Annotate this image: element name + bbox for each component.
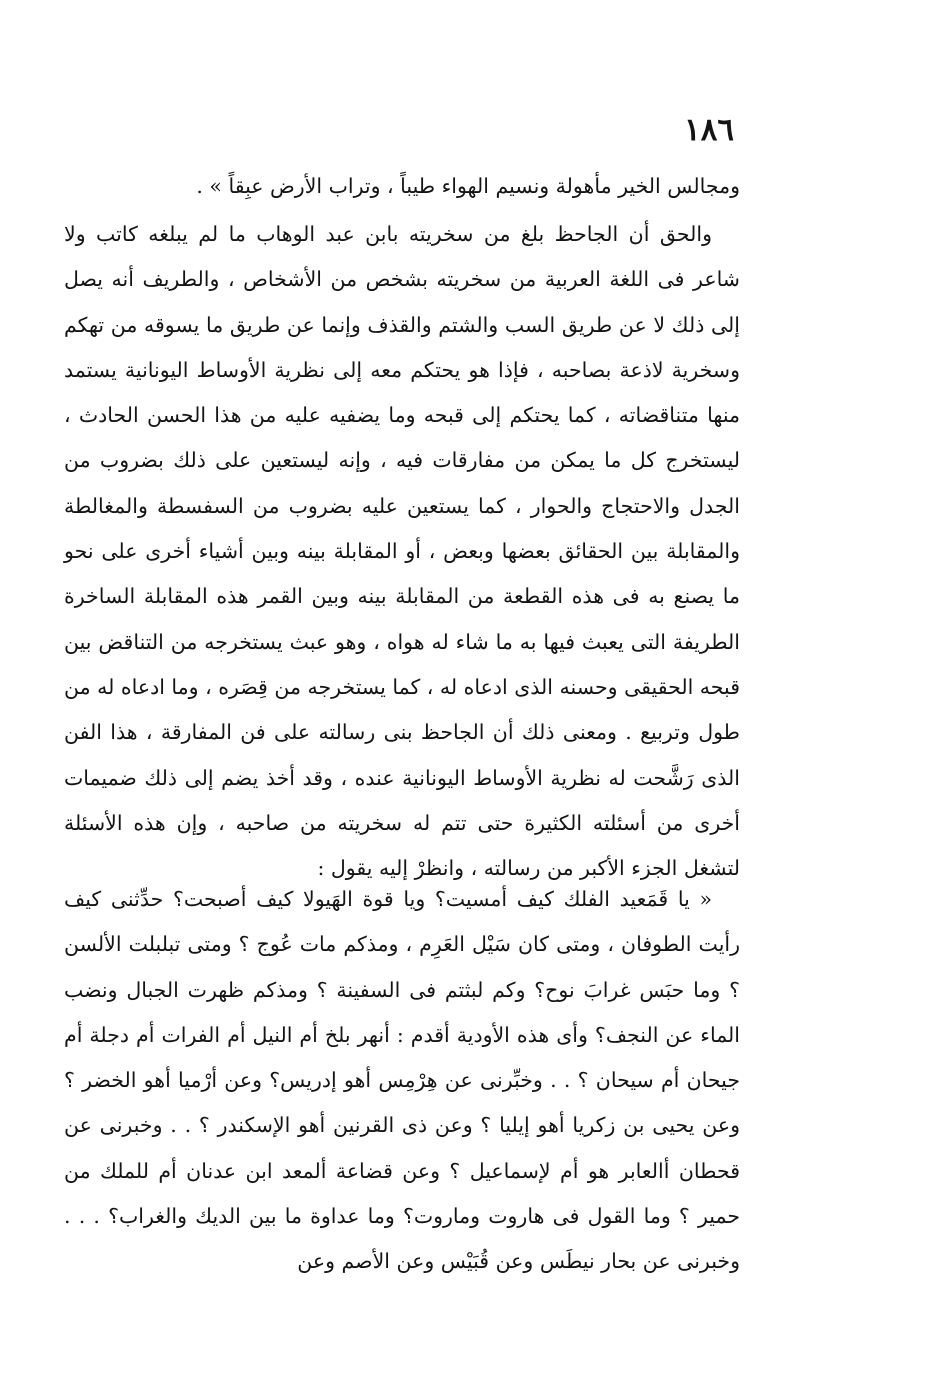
paragraph-text: ومجالس الخير مأهولة ونسيم الهواء طيباً ، وتراب الأرض عبِقاً » . [196, 174, 740, 198]
paragraph-quotation [64, 877, 740, 1285]
paragraph-main [64, 212, 740, 891]
paragraph-opening [64, 164, 740, 209]
page-number: ١٨٦ [684, 112, 734, 148]
paragraph-text: والحق أن الجاحظ بلغ من سخريته بابن عبد الوهاب ما لم يبلغه كاتب ولا شاعر فى اللغة العربية من سخريته بشخص من الأشخاص ، والطريف أنه يصل إلى ذلك لا عن طريق السب والشتم والقذف وإنما عن طريق ما يسوقه من تهكم وسخرية لاذعة بصاحبه ، فإذا هو يحتكم معه إلى نظرية الأوساط اليونانية يستمد منها متناقضاته ، كما يحتكم إلى قبحه وما يضفيه عليه من هذا الحسن الحادث ، ليستخرج كل ما يمكن من مفارقات فيه ، وإنه ليستعين على ذلك بضروب من الجدل والاحتجاج والحوار ، كما يستعين عليه بضروب من السفسطة والمغالطة والمقابلة بين الحقائق بعضها وبعض ، أو المقابلة بينه وبين أشياء أخرى على نحو ما يصنع به فى هذه القطعة من المقابلة بينه وبين القمر هذه المقابلة الساخرة الطريفة التى يعبث فيها به ما شاء له هواه ، وهو عبث يستخرجه من التناقض بين قبحه الحقيقى وحسنه الذى ادعاه له ، كما يستخرجه من قِصَره ، وما ادعاه له من طول وتربيع . ومعنى ذلك أن الجاحظ بنى رسالته على فن المفارقة ، هذا الفن الذى رَشَّحت له نظرية الأوساط اليونانية عنده ، وقد أخذ يضم إلى ذلك ضميمات أخرى من أسئلته الكثيرة حتى تتم له سخريته من صاحبه ، وإن هذه الأسئلة لتشغل الجزء الأكبر من رسالته ، وانظرْ إليه يقول : [64, 222, 740, 881]
paragraph-text: « يا قَمَعيد الفلك كيف أمسيت؟ ويا قوة الهَيولا كيف أصبحت؟ حدِّثنى كيف رأيت الطوفان ، ومتى كان سَيْل العَرِم ، ومذكم مات عُوج ؟ ومتى تبلبلت الألسن ؟ وما حبَس غرابَ نوح؟ وكم لبثتم فى السفينة ؟ ومذكم ظهرت الجبال ونضب الماء عن النجف؟ وأى هذه الأودية أقدم : أنهر بلخ أم النيل أم الفرات أم دجلة أم جيحان أم سيحان ؟ . . وخبِّرنى عن هِرْمِس أهو إدريس؟ وعن أرْميا أهو الخضر ؟ وعن يحيى بن زكريا أهو إيليا ؟ وعن ذى القرنين أهو الإسكندر ؟ . . وخبرنى عن قحطان أالعابر هو أم لإسماعيل ؟ وعن قضاعة ألمعد ابن عدنان أم للملك من حمير ؟ وما القول فى هاروت وماروت؟ وما عداوة ما بين الديك والغراب؟ . . . وخبرنى عن بحار نيطَس وعن قُبَيْس وعن الأصم وعن [64, 887, 740, 1274]
